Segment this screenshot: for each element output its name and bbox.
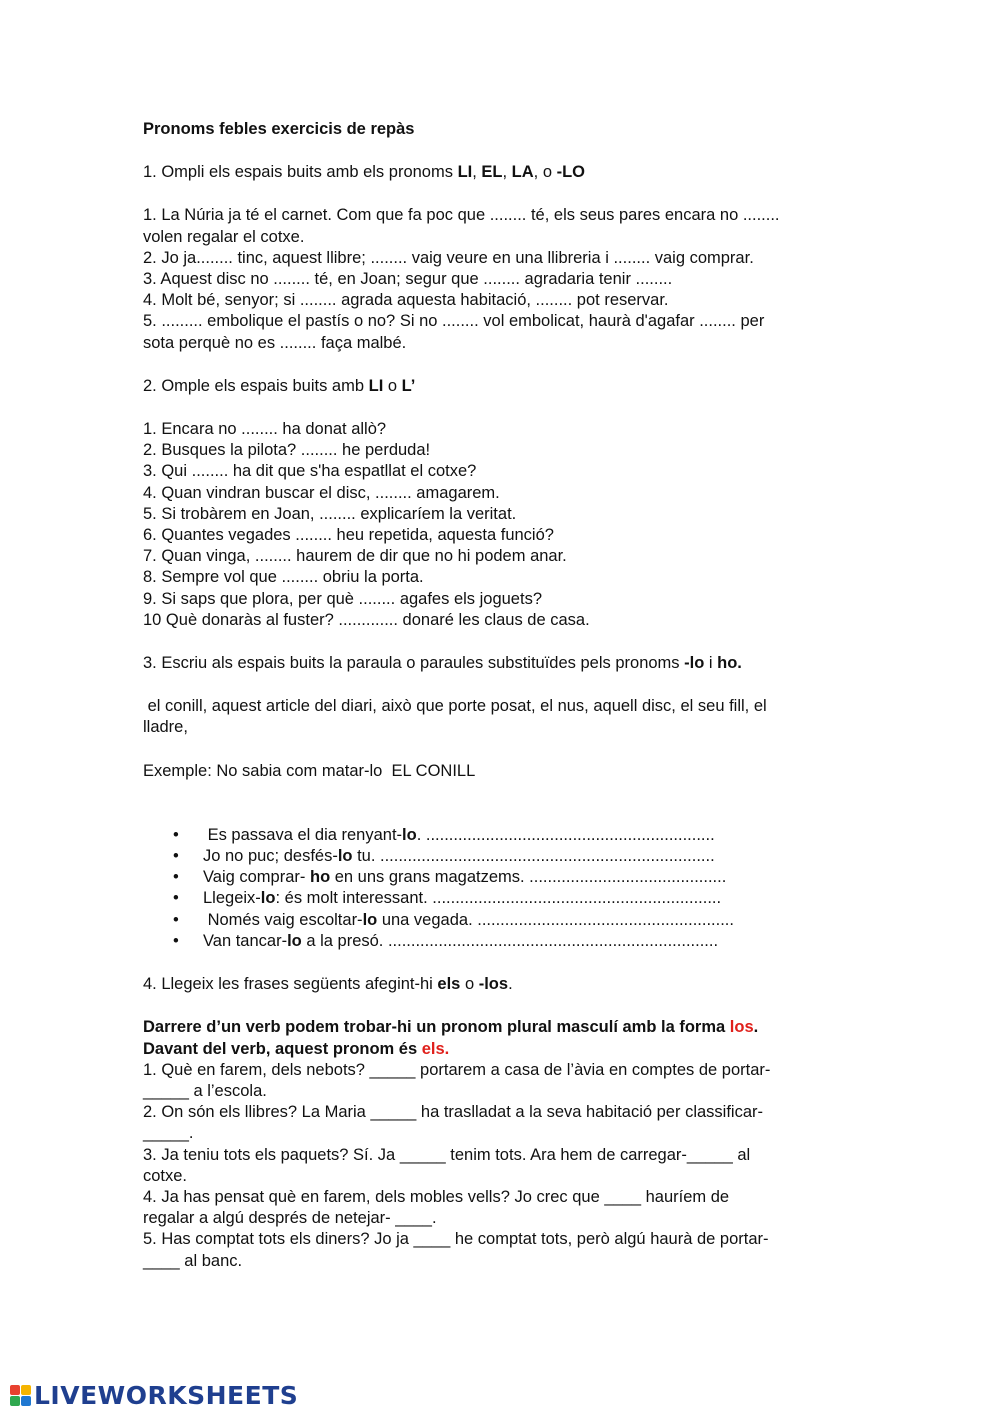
exercise-line: 3. Qui ........ ha dit que s'ha espatllat el cotxe? bbox=[143, 462, 477, 481]
pronoun-los: -los bbox=[478, 975, 509, 994]
section-3-heading bbox=[143, 653, 863, 674]
pronoun-li: LI bbox=[457, 163, 473, 182]
item-text: Només vaig escoltar- bbox=[203, 910, 363, 929]
item-blank: tu. ......................................................................... bbox=[352, 847, 715, 866]
item-pronoun: lo bbox=[287, 931, 302, 950]
item-text: Llegeix- bbox=[203, 889, 261, 908]
separator: , bbox=[472, 163, 482, 182]
list-item bbox=[143, 846, 863, 867]
note-text: . bbox=[753, 1018, 759, 1037]
note-text: Davant del verb, aquest pronom és bbox=[143, 1039, 422, 1058]
word-bank-line: lladre, bbox=[143, 718, 188, 737]
logo-blocks-icon bbox=[10, 1385, 32, 1407]
item-blank: . ............................................................... bbox=[416, 825, 715, 844]
exercise-line: 9. Si saps que plora, per què ........ agafes els joguets? bbox=[143, 589, 542, 608]
worksheet-page bbox=[143, 119, 863, 1272]
section-4-heading-text: 4. Llegeix les frases següents afegint-hi bbox=[143, 975, 438, 994]
exercise-line: 6. Quantes vegades ........ heu repetida, aquesta funció? bbox=[143, 526, 554, 545]
item-text: Jo no puc; desfés- bbox=[203, 847, 338, 866]
exercise-line: 4. Quan vindran buscar el disc, ........ amagarem. bbox=[143, 483, 500, 502]
separator: , bbox=[502, 163, 512, 182]
exercise-line: 5. ......... embolique el pastís o no? Si no ........ vol embolicat, haurà d'agafar ........ per bbox=[143, 312, 765, 331]
separator: o bbox=[460, 975, 479, 994]
separator: o bbox=[383, 376, 402, 395]
exercise-line: 4. Molt bé, senyor; si ........ agrada aquesta habitació, ........ pot reservar. bbox=[143, 291, 669, 310]
page-title: Pronoms febles exercicis de repàs bbox=[143, 120, 415, 138]
exercise-line: 1. La Núria ja té el carnet. Com que fa poc que ........ té, els seus pares encara no ........ bbox=[143, 206, 780, 225]
bullet-icon: • bbox=[173, 825, 179, 844]
list-item bbox=[143, 910, 863, 931]
list-item bbox=[143, 867, 863, 888]
exercise-line: 3. Aquest disc no ........ té, en Joan; segur que ........ agradaria tenir ........ bbox=[143, 270, 673, 289]
section-4-exercises bbox=[143, 1060, 863, 1272]
pronoun-lo: -LO bbox=[556, 163, 586, 182]
item-pronoun: lo bbox=[402, 825, 417, 844]
bullet-list bbox=[143, 825, 863, 952]
list-item bbox=[143, 825, 863, 846]
list-item bbox=[143, 931, 863, 952]
item-text: Es passava el dia renyant- bbox=[203, 825, 403, 844]
pronoun-els: els bbox=[437, 975, 461, 994]
pronoun-la: LA bbox=[511, 163, 534, 182]
pronoun-li: LI bbox=[368, 376, 384, 395]
section-1-heading-text: 1. Ompli els espais buits amb els pronoms bbox=[143, 163, 458, 182]
item-pronoun: ho bbox=[309, 868, 331, 887]
item-text: Vaig comprar- bbox=[203, 868, 310, 887]
exercise-line: 4. Ja has pensat què en farem, dels mobles vells? Jo crec que ____ hauríem de bbox=[143, 1187, 730, 1206]
separator: i bbox=[704, 654, 718, 673]
section-1-heading bbox=[143, 162, 863, 183]
section-2-heading-text: 2. Omple els espais buits amb bbox=[143, 376, 369, 395]
exercise-line: 10 Què donaràs al fuster? ............. donaré les claus de casa. bbox=[143, 610, 590, 629]
pronoun-l-apostrophe: L’ bbox=[401, 376, 416, 395]
item-blank: en uns grans magatzems. ........................................... bbox=[330, 868, 727, 887]
grammar-note bbox=[143, 1039, 863, 1060]
exercise-line: 2. On són els llibres? La Maria _____ ha traslladat a la seva habitació per classificar- bbox=[143, 1103, 763, 1122]
section-1-exercises bbox=[143, 205, 863, 353]
section-4-heading bbox=[143, 974, 863, 995]
word-bank-line: el conill, aquest article del diari, això que porte posat, el nus, aquell disc, el seu fill, el bbox=[143, 697, 767, 716]
highlight-los: los bbox=[729, 1018, 754, 1037]
grammar-note bbox=[143, 1017, 863, 1038]
bullet-icon: • bbox=[173, 910, 179, 929]
bullet-icon: • bbox=[173, 931, 179, 950]
pronoun-ho: ho. bbox=[717, 654, 742, 673]
exercise-line: sota perquè no es ........ faça malbé. bbox=[143, 333, 407, 352]
bullet-icon: • bbox=[173, 868, 179, 887]
exercise-line: _____. bbox=[143, 1124, 194, 1143]
example-line: Exemple: No sabia com matar-lo EL CONILL bbox=[143, 761, 476, 780]
exercise-line: 3. Ja teniu tots els paquets? Sí. Ja _____ tenim tots. Ara hem de carregar-_____ al bbox=[143, 1145, 751, 1164]
item-pronoun: lo bbox=[260, 889, 276, 908]
item-text: Van tancar- bbox=[203, 931, 288, 950]
exercise-line: 5. Si trobàrem en Joan, ........ explicaríem la veritat. bbox=[143, 504, 517, 523]
exercise-line: ____ al banc. bbox=[143, 1251, 243, 1270]
item-blank: : és molt interessant. ............................................................... bbox=[275, 889, 722, 908]
exercise-line: 2. Busques la pilota? ........ he perduda! bbox=[143, 441, 431, 460]
item-blank: a la presó. ........................................................................ bbox=[301, 931, 719, 950]
word-bank bbox=[143, 696, 863, 738]
bullet-icon: • bbox=[173, 847, 179, 866]
exercise-line: volen regalar el cotxe. bbox=[143, 227, 305, 246]
section-2-exercises bbox=[143, 419, 863, 631]
exercise-line: _____ a l’escola. bbox=[143, 1081, 267, 1100]
separator: , o bbox=[533, 163, 557, 182]
exercise-line: 1. Encara no ........ ha donat allò? bbox=[143, 420, 387, 439]
item-pronoun: lo bbox=[337, 847, 353, 866]
exercise-line: cotxe. bbox=[143, 1166, 188, 1185]
separator: . bbox=[508, 975, 513, 994]
highlight-els: els. bbox=[421, 1039, 450, 1058]
pronoun-el: EL bbox=[481, 163, 503, 182]
bullet-icon: • bbox=[173, 889, 179, 908]
exercise-line: 7. Quan vinga, ........ haurem de dir que no hi podem anar. bbox=[143, 547, 567, 566]
exercise-line: 2. Jo ja........ tinc, aquest llibre; ........ vaig veure en una llibreria i ........ vaig comprar. bbox=[143, 248, 754, 267]
item-blank: una vegada. ........................................................ bbox=[377, 910, 734, 929]
list-item bbox=[143, 888, 863, 909]
logo-text: LIVEWORKSHEETS bbox=[34, 1381, 299, 1411]
liveworksheets-logo[interactable] bbox=[10, 1381, 298, 1411]
exercise-line: 8. Sempre vol que ........ obriu la porta. bbox=[143, 568, 424, 587]
pronoun-lo: -lo bbox=[684, 654, 705, 673]
item-pronoun: lo bbox=[362, 910, 378, 929]
exercise-line: regalar a algú després de netejar- ____. bbox=[143, 1209, 437, 1228]
exercise-line: 5. Has comptat tots els diners? Jo ja ____ he comptat tots, però algú haurà de portar- bbox=[143, 1230, 769, 1249]
section-2-heading bbox=[143, 376, 863, 397]
exercise-line: 1. Què en farem, dels nebots? _____ portarem a casa de l’àvia en comptes de portar- bbox=[143, 1060, 771, 1079]
note-text: Darrere d’un verb podem trobar-hi un pronom plural masculí amb la forma bbox=[143, 1018, 730, 1037]
section-3-heading-text: 3. Escriu als espais buits la paraula o paraules substituïdes pels pronoms bbox=[143, 654, 685, 673]
